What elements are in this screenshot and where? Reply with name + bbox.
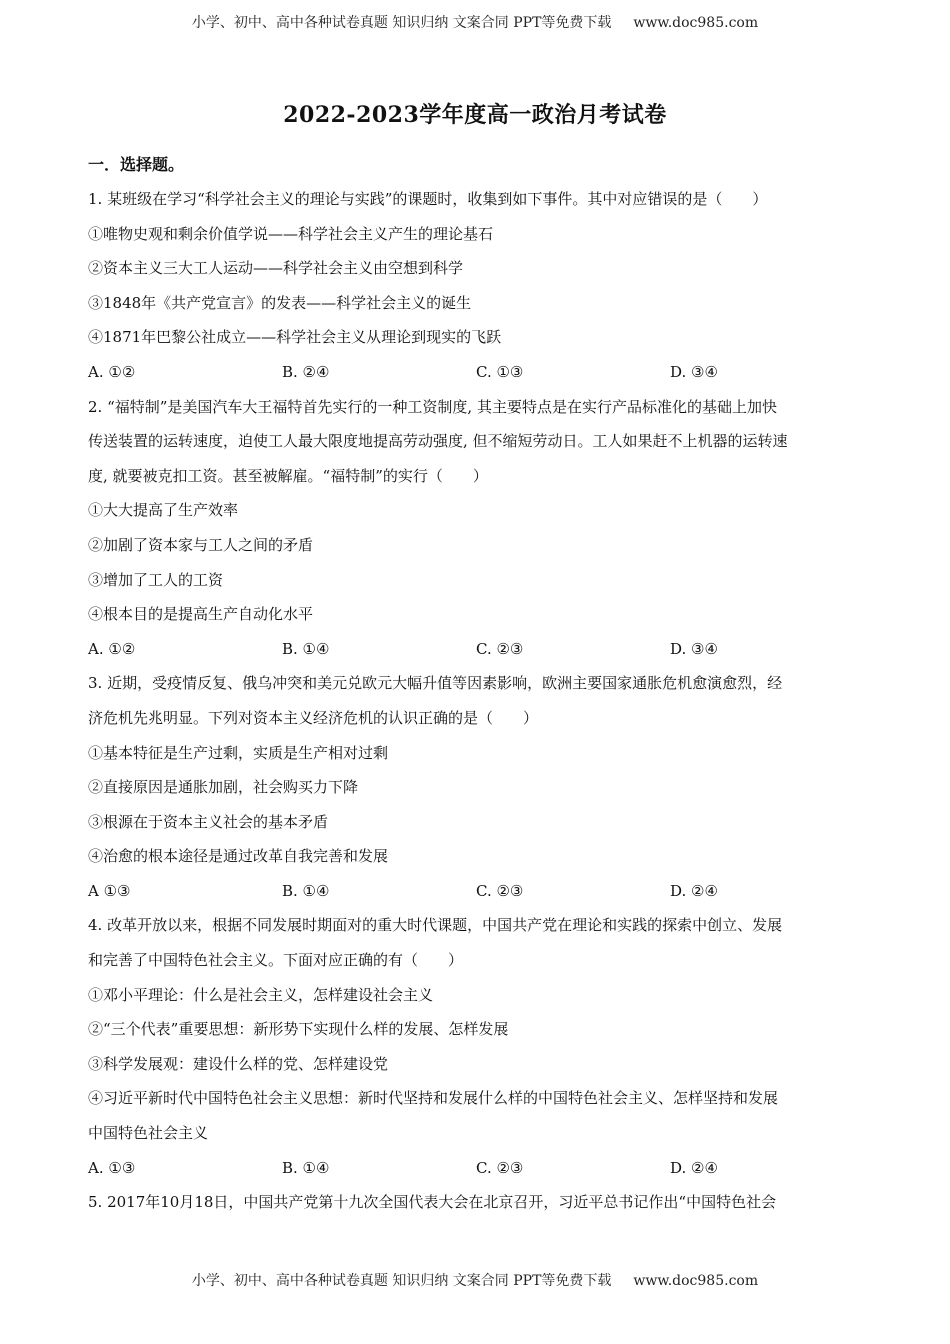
q1-option-b: B. ②④ bbox=[282, 362, 330, 381]
page-header bbox=[0, 12, 950, 32]
document-body bbox=[88, 148, 868, 1220]
q4-option-a: A. ①③ bbox=[88, 1158, 136, 1177]
q2-option-a: A. ①② bbox=[88, 639, 136, 658]
q4-stem-line: 4. 改革开放以来，根据不同发展时期面对的重大时代课题，中国共产党在理论和实践的探索中创立、发展 bbox=[88, 916, 783, 935]
q1-item: ④1871年巴黎公社成立——科学社会主义从理论到现实的飞跃 bbox=[88, 328, 502, 347]
q4-stem-line: 和完善了中国特色社会主义。下面对应正确的有（ ） bbox=[88, 951, 464, 970]
q1-options bbox=[88, 355, 868, 390]
q1-option-a: A. ①② bbox=[88, 362, 136, 381]
q2-stem-line: 度, 就要被克扣工资。甚至被解雇。“福特制”的实行（ ） bbox=[88, 466, 488, 485]
footer-site: www.doc985.com bbox=[633, 1273, 759, 1289]
header-site: www.doc985.com bbox=[633, 15, 759, 31]
page-title: 2022-2023学年度高一政治月考试卷 bbox=[283, 102, 667, 128]
q2-item: ①大大提高了生产效率 bbox=[88, 501, 239, 520]
q4-options bbox=[88, 1151, 868, 1186]
q2-option-c: C. ②③ bbox=[476, 639, 524, 658]
q1-stem: 1. 某班级在学习“科学社会主义的理论与实践”的课题时，收集到如下事件。其中对应错误的是（ ） bbox=[88, 190, 768, 208]
q2-stem-line: 2. “福特制”是美国汽车大王福特首先实行的一种工资制度, 其主要特点是在实行产品标准化的基础上加快 bbox=[88, 397, 777, 416]
page-footer bbox=[0, 1270, 950, 1290]
q1-item: ②资本主义三大工人运动——科学社会主义由空想到科学 bbox=[88, 259, 464, 278]
q1-option-d: D. ③④ bbox=[670, 362, 718, 381]
q2-stem-line: 传送装置的运转速度，迫使工人最大限度地提高劳动强度, 但不缩短劳动日。工人如果赶不上机器的运转速 bbox=[88, 432, 788, 451]
q2-options bbox=[88, 632, 868, 667]
q3-item: ②直接原因是通胀加剧，社会购买力下降 bbox=[88, 778, 359, 797]
header-text: 小学、初中、高中各种试卷真题 知识归纳 文案合同 PPT等免费下载 bbox=[191, 15, 612, 31]
q3-option-d: D. ②④ bbox=[670, 881, 718, 900]
q1-item: ①唯物史观和剩余价值学说——科学社会主义产生的理论基石 bbox=[88, 224, 494, 243]
footer-text: 小学、初中、高中各种试卷真题 知识归纳 文案合同 PPT等免费下载 bbox=[191, 1273, 612, 1289]
q4-item: ③科学发展观：建设什么样的党、怎样建设党 bbox=[88, 1054, 389, 1073]
q2-item: ④根本目的是提高生产自动化水平 bbox=[88, 605, 314, 624]
q2-option-d: D. ③④ bbox=[670, 639, 718, 658]
q4-option-c: C. ②③ bbox=[476, 1158, 524, 1177]
q3-stem-line: 济危机先兆明显。下列对资本主义经济危机的认识正确的是（ ） bbox=[88, 708, 539, 727]
q4-option-b: B. ①④ bbox=[282, 1158, 330, 1177]
q3-item: ③根源在于资本主义社会的基本矛盾 bbox=[88, 812, 329, 831]
q4-item: ②“三个代表”重要思想：新形势下实现什么样的发展、怎样发展 bbox=[88, 1020, 509, 1039]
q2-option-b: B. ①④ bbox=[282, 639, 330, 658]
q3-option-c: C. ②③ bbox=[476, 881, 524, 900]
q2-item: ②加剧了资本家与工人之间的矛盾 bbox=[88, 535, 314, 554]
q1-option-c: C. ①③ bbox=[476, 362, 524, 381]
q3-options bbox=[88, 874, 868, 909]
q3-item: ④治愈的根本途径是通过改革自我完善和发展 bbox=[88, 847, 389, 866]
q4-option-d: D. ②④ bbox=[670, 1158, 718, 1177]
q4-item-continued: 中国特色社会主义 bbox=[88, 1124, 209, 1143]
q4-item: ④习近平新时代中国特色社会主义思想：新时代坚持和发展什么样的中国特色社会主义、怎样坚持和发展 bbox=[88, 1089, 779, 1108]
q5-stem: 5. 2017年10月18日，中国共产党第十九次全国代表大会在北京召开，习近平总书记作出“中国特色社会 bbox=[88, 1193, 777, 1212]
q1-item: ③1848年《共产党宣言》的发表——科学社会主义的诞生 bbox=[88, 293, 472, 312]
q3-stem-line: 3. 近期，受疫情反复、俄乌冲突和美元兑欧元大幅升值等因素影响，欧洲主要国家通胀危机愈演愈烈，经 bbox=[88, 674, 783, 693]
q3-item: ①基本特征是生产过剩，实质是生产相对过剩 bbox=[88, 743, 389, 762]
q4-item: ①邓小平理论：什么是社会主义，怎样建设社会主义 bbox=[88, 985, 434, 1004]
q3-option-a: A ①③ bbox=[88, 881, 131, 900]
section-heading: 一．选择题。 bbox=[88, 155, 185, 174]
q3-option-b: B. ①④ bbox=[282, 881, 330, 900]
q2-item: ③增加了工人的工资 bbox=[88, 570, 224, 589]
